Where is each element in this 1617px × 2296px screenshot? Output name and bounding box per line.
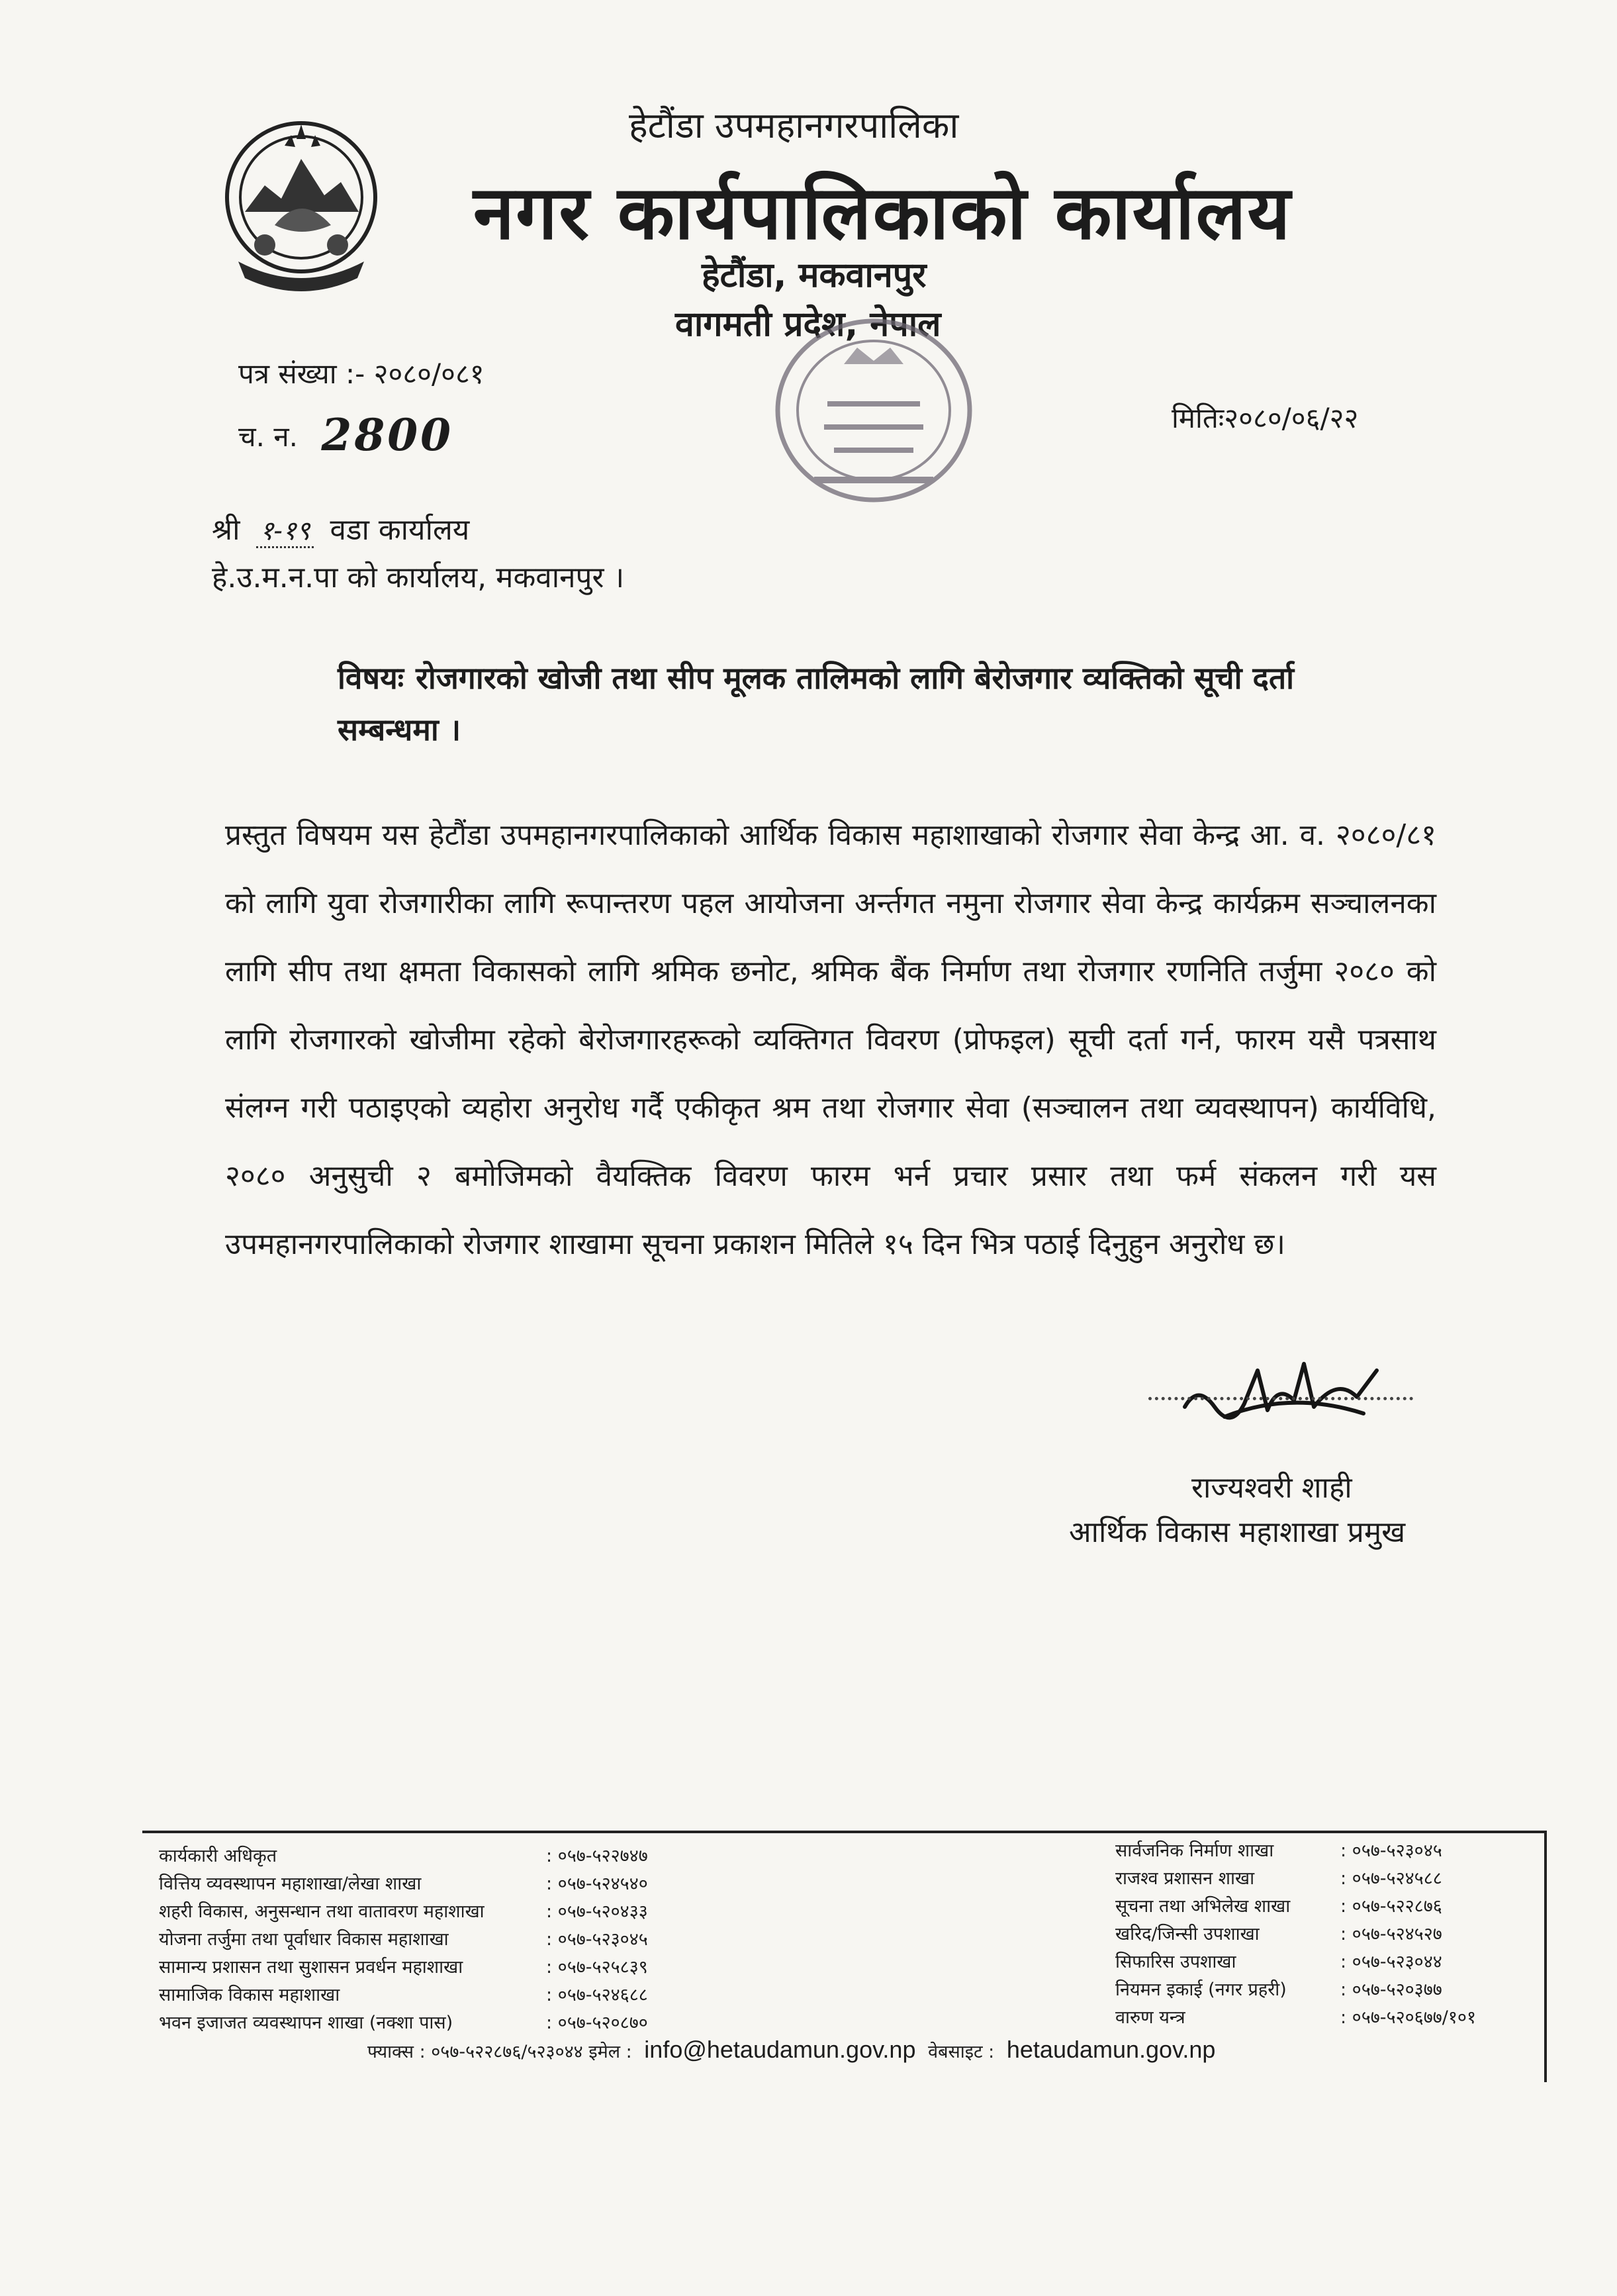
contact-number: : ०५७-५२०८७०	[546, 2013, 648, 2033]
website-label: वेबसाइट :	[928, 2042, 995, 2062]
contact-row	[1115, 1893, 1539, 1921]
org-name: हेटौंडा उपमहानगरपालिका	[629, 105, 959, 146]
contact-name: कार्यकारी अधिकृत	[159, 1846, 277, 1866]
dispatch-number-value: 2800	[321, 409, 454, 461]
contact-number: : ०५७-५२४५८८	[1340, 1868, 1442, 1889]
contact-name: सामान्य प्रशासन तथा सुशासन प्रवर्धन महाशाखा	[159, 1957, 463, 1978]
contact-number: : ०५७-५२३०४४	[1340, 1952, 1442, 1972]
contact-row	[1115, 1976, 1539, 2004]
contact-name: वारुण यन्त्र	[1115, 2007, 1185, 2028]
contact-row	[1115, 1921, 1539, 1948]
contact-number: : ०५७-५२४५२७	[1340, 1924, 1442, 1944]
contact-number: : ०५७-५२०६७७/१०१	[1340, 2007, 1476, 2028]
recipient-prefix: श्री	[212, 513, 240, 547]
contact-name: राजश्व प्रशासन शाखा	[1115, 1868, 1255, 1889]
dispatch-number	[238, 405, 454, 461]
signer-title: आर्थिक विकास महाशाखा प्रमुख	[1069, 1515, 1406, 1549]
footer-contact-info	[367, 2036, 1222, 2064]
contact-number: : ०५७-५२२७४७	[546, 1846, 648, 1866]
contact-name: सामाजिक विकास महाशाखा	[159, 1985, 340, 2005]
contact-number: : ०५७-५२४५४०	[546, 1874, 648, 1894]
office-name: नगर कार्यपालिकाको कार्यालय	[473, 169, 1292, 256]
contact-number: : ०५७-५२०३७७	[1340, 1980, 1442, 2000]
nepal-government-emblem-icon	[218, 113, 384, 291]
contact-name: नियमन इकाई (नगर प्रहरी)	[1115, 1980, 1287, 2000]
contact-row	[159, 2009, 728, 2037]
address-line-1: हेटौंडा, मकवानपुर	[702, 256, 927, 295]
contact-number: : ०५७-५२३०४५	[1340, 1841, 1442, 1861]
contact-row	[1115, 1837, 1539, 1865]
subject-label: विषयः	[338, 660, 404, 696]
subject	[338, 652, 1370, 755]
contact-row	[159, 1870, 728, 1898]
recipient-line-1	[212, 508, 469, 548]
handwritten-signature	[1145, 1344, 1423, 1443]
footer-vertical-divider	[1544, 1831, 1547, 2082]
subject-text: रोजगारको खोजी तथा सीप मूलक तालिमको लागि बेरोजगार व्यक्तिको सूची दर्ता सम्बन्धमा ।	[338, 660, 1295, 747]
office-seal-stamp	[768, 311, 980, 510]
footer-contacts-left	[159, 1842, 728, 2037]
recipient-ward: १-१९	[256, 516, 314, 548]
contact-number: : ०५७-५२०४३३	[546, 1901, 648, 1922]
contact-name: शहरी विकास, अनुसन्धान तथा वातावरण महाशाखा	[159, 1901, 485, 1922]
letter-number-value: २०८०/०८१	[373, 358, 485, 390]
letter-number-label: पत्र संख्या :-	[238, 358, 365, 390]
address-line-2: वागमती प्रदेश, नेपाल	[675, 305, 941, 344]
contact-row	[159, 1954, 728, 1982]
contact-name: खरिद/जिन्सी उपशाखा	[1115, 1924, 1260, 1944]
date-value: २०८०/०६/२२	[1224, 402, 1359, 434]
letter-number	[238, 354, 485, 392]
dispatch-number-label: च. न.	[238, 420, 299, 453]
contact-row	[1115, 1948, 1539, 1976]
email-label: इमेल :	[588, 2042, 632, 2062]
body-paragraph: प्रस्तुत विषयम यस हेटौंडा उपमहानगरपालिकाको आर्थिक विकास महाशाखाको रोजगार सेवा केन्द्र आ. व. २०८०/८१ को लागि युवा रोजगारीका लागि रूपान्तरण पहल आयोजना अर्न्तगत नमुना रोजगार सेवा केन्द्र कार्यक्रम सञ्चालनका लागि सीप तथा क्षमता विकासको लागि श्रमिक छनोट, श्रमिक बैंक निर्माण तथा रोजगार रणनिति तर्जुमा २०८० को लागि रोजगारको खोजीमा रहेको बेरोजगारहरूको व्यक्तिगत विवरण (प्रोफइल) सूची दर्ता गर्न, फारम यसै पत्रसाथ संलग्न गरी पठाइएको व्यहोरा अनुरोध गर्दै एकीकृत श्रम तथा रोजगार सेवा (सञ्चालन तथा व्यवस्थापन) कार्यविधि, २०८० अनुसुची २ बमोजिमको वैयक्तिक विवरण फारम भर्न प्रचार प्रसार तथा फर्म संकलन गरी यस उपमहानगरपालिकाको रोजगार शाखामा सूचना प्रकाशन मितिले १५ दिन भित्र पठाई दिनुहुन अनुरोध छ।	[225, 818, 1436, 1261]
contact-name: योजना तर्जुमा तथा पूर्वाधार विकास महाशाखा	[159, 1929, 449, 1950]
contact-name: सूचना तथा अभिलेख शाखा	[1115, 1896, 1291, 1917]
recipient-line-2: हे.उ.म.न.पा को कार्यालय, मकवानपुर ।	[212, 561, 625, 595]
signer-name: राज्यश्वरी शाही	[1191, 1471, 1352, 1505]
contact-row	[159, 1926, 728, 1954]
contact-number: : ०५७-५२२८७६	[1340, 1896, 1442, 1917]
fax-label: फ्याक्स :	[367, 2042, 426, 2062]
recipient-office: वडा कार्यालय	[330, 513, 470, 547]
contact-name: सार्वजनिक निर्माण शाखा	[1115, 1841, 1274, 1861]
signature-line	[1148, 1397, 1413, 1400]
contact-row	[1115, 2004, 1539, 2032]
fax-value: ०५७-५२२८७६/५२३०४४	[431, 2042, 583, 2062]
contact-number: : ०५७-५२५८३९	[546, 1957, 648, 1978]
footer-contacts-right	[1115, 1837, 1539, 2032]
contact-name: सिफारिस उपशाखा	[1115, 1952, 1236, 1972]
footer-divider	[142, 1831, 1546, 1833]
contact-name: वित्तिय व्यवस्थापन महाशाखा/लेखा शाखा	[159, 1874, 422, 1894]
contact-row	[159, 1982, 728, 2009]
contact-number: : ०५७-५२३०४५	[546, 1929, 648, 1950]
date-label: मितिः	[1172, 402, 1224, 434]
contact-name: भवन इजाजत व्यवस्थापन शाखा (नक्शा पास)	[159, 2013, 453, 2033]
letter-date	[1172, 399, 1358, 436]
contact-row	[159, 1898, 728, 1926]
contact-row	[1115, 1865, 1539, 1893]
email-link[interactable]: info@hetaudamun.gov.np	[644, 2036, 916, 2063]
website-link[interactable]: hetaudamun.gov.np	[1006, 2036, 1216, 2063]
contact-number: : ०५७-५२४६८८	[546, 1985, 648, 2005]
contact-row	[159, 1842, 728, 1870]
